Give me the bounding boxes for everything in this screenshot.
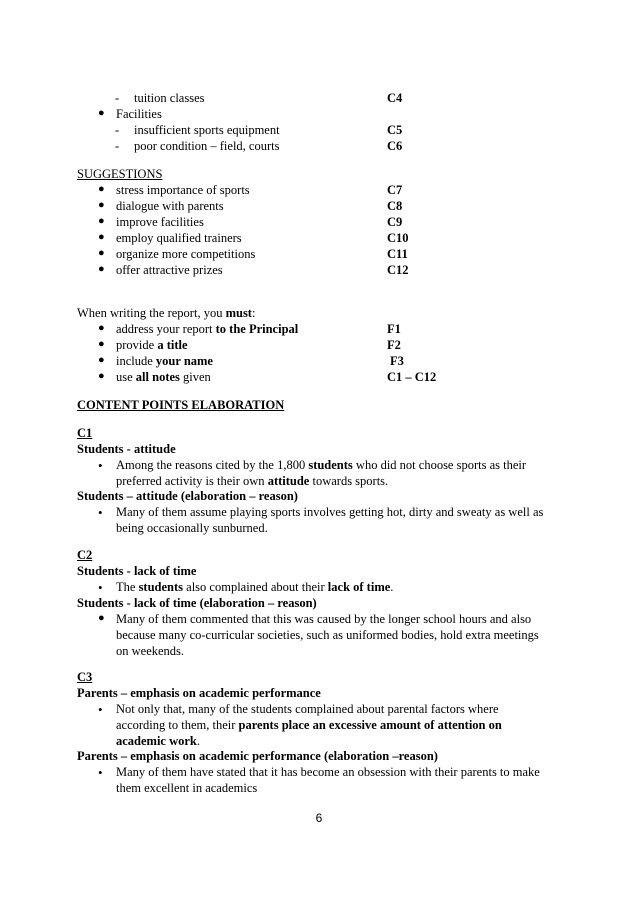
c3-label: C3 bbox=[77, 670, 93, 684]
c1-label: C1 bbox=[77, 426, 93, 440]
suggestion-item: improve facilities bbox=[116, 215, 204, 229]
code-c8: C8 bbox=[387, 199, 403, 213]
bullet-icon: ● bbox=[98, 107, 105, 119]
c2-reason-line2: because many co-curricular societies, such as uniformed bodies, hold extra meetings bbox=[116, 628, 539, 642]
list-item-facilities: Facilities bbox=[116, 107, 162, 121]
format-item: address your report to the Principal bbox=[116, 322, 299, 336]
c3-point-line2: according to them, their parents place an excessive amount of attention on bbox=[116, 718, 502, 732]
code-f3: F3 bbox=[390, 354, 404, 368]
code-c6: C6 bbox=[387, 139, 403, 153]
c3-subheading: Parents – emphasis on academic performance (elaboration –reason) bbox=[77, 749, 438, 763]
bullet-icon: • bbox=[98, 765, 103, 780]
bullet-icon: ● bbox=[98, 322, 105, 334]
bullet-icon: ● bbox=[98, 183, 105, 195]
bullet-icon: • bbox=[98, 580, 103, 595]
code-c1-c12: C1 – C12 bbox=[387, 370, 437, 384]
dash-bullet: - bbox=[115, 91, 120, 105]
dash-bullet: - bbox=[115, 123, 120, 137]
format-item: include your name bbox=[116, 354, 213, 368]
dash-bullet: - bbox=[115, 139, 120, 153]
suggestion-item: organize more competitions bbox=[116, 247, 256, 261]
c1-point-line2: preferred activity is their own attitude towards sports. bbox=[116, 474, 389, 488]
bullet-icon: ● bbox=[98, 247, 105, 259]
code-c10: C10 bbox=[387, 231, 409, 245]
c1-subheading: Students – attitude (elaboration – reason) bbox=[77, 489, 298, 503]
bullet-icon: ● bbox=[98, 354, 105, 366]
c2-subheading: Students - lack of time (elaboration – reason) bbox=[77, 596, 317, 610]
bullet-icon: ● bbox=[98, 215, 105, 227]
suggestion-item: offer attractive prizes bbox=[116, 263, 223, 277]
format-item: provide a title bbox=[116, 338, 188, 352]
bullet-icon: ● bbox=[98, 370, 105, 382]
bullet-icon: ● bbox=[98, 263, 105, 275]
c3-reason-line2: them excellent in academics bbox=[116, 781, 258, 795]
bullet-icon: ● bbox=[98, 231, 105, 243]
c2-label: C2 bbox=[77, 548, 93, 562]
elaboration-heading: CONTENT POINTS ELABORATION bbox=[77, 398, 285, 412]
bullet-icon: • bbox=[98, 505, 103, 520]
c3-point-line3: academic work. bbox=[116, 734, 201, 748]
c3-reason-line1: Many of them have stated that it has become an obsession with their parents to make bbox=[116, 765, 540, 779]
page-number: 6 bbox=[315, 811, 323, 825]
code-c4: C4 bbox=[387, 91, 403, 105]
bullet-icon: ● bbox=[98, 338, 105, 350]
bullet-icon: • bbox=[98, 458, 103, 473]
suggestion-item: stress importance of sports bbox=[116, 183, 250, 197]
c2-point-line1: The students also complained about their lack of time. bbox=[116, 580, 394, 594]
bullet-icon: • bbox=[98, 702, 103, 717]
suggestion-item: dialogue with parents bbox=[116, 199, 224, 213]
list-item-tuition: tuition classes bbox=[134, 91, 205, 105]
code-f2: F2 bbox=[387, 338, 401, 352]
c1-point-line1: Among the reasons cited by the 1,800 students who did not choose sports as their bbox=[116, 458, 527, 472]
c3-point-line1: Not only that, many of the students complained about parental factors where bbox=[116, 702, 499, 716]
c2-reason-line3: on weekends. bbox=[116, 644, 185, 658]
list-item-equipment: insufficient sports equipment bbox=[134, 123, 280, 137]
code-c9: C9 bbox=[387, 215, 403, 229]
code-c5: C5 bbox=[387, 123, 403, 137]
code-f1: F1 bbox=[387, 322, 401, 336]
format-item: use all notes given bbox=[116, 370, 211, 384]
bullet-icon: ● bbox=[98, 612, 105, 624]
c2-title: Students - lack of time bbox=[77, 564, 197, 578]
c3-title: Parents – emphasis on academic performance bbox=[77, 686, 321, 700]
c1-reason-line2: being occasionally sunburned. bbox=[116, 521, 268, 535]
code-c12: C12 bbox=[387, 263, 409, 277]
code-c11: C11 bbox=[387, 247, 408, 261]
format-intro: When writing the report, you must: bbox=[77, 306, 256, 320]
code-c7: C7 bbox=[387, 183, 403, 197]
list-item-condition: poor condition – field, courts bbox=[134, 139, 280, 153]
c1-reason-line1: Many of them assume playing sports involves getting hot, dirty and sweaty as well as bbox=[116, 505, 544, 519]
bullet-icon: ● bbox=[98, 199, 105, 211]
suggestion-item: employ qualified trainers bbox=[116, 231, 242, 245]
c2-reason-line1: Many of them commented that this was caused by the longer school hours and also bbox=[116, 612, 532, 626]
suggestions-heading: SUGGESTIONS bbox=[77, 167, 163, 181]
c1-title: Students - attitude bbox=[77, 442, 176, 456]
